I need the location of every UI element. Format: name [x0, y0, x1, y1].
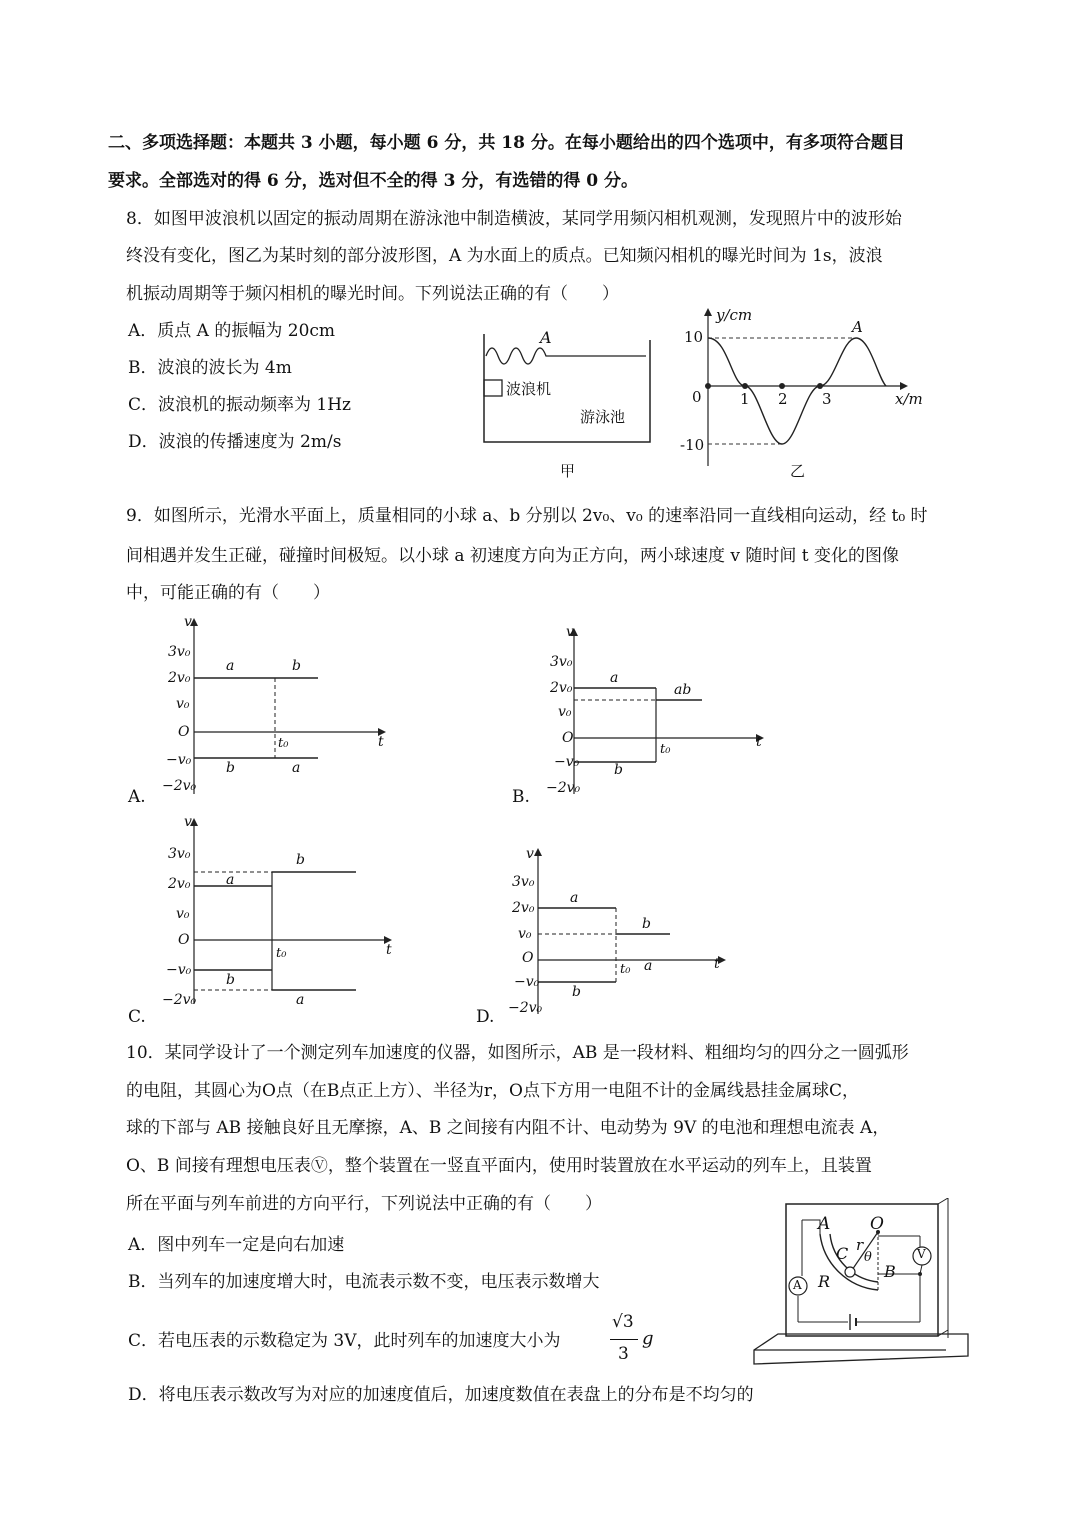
q9d-line-a-bottom: a	[644, 958, 653, 974]
q9d-tick-3v0: 3v₀	[512, 874, 535, 890]
q10-option-c-g: g	[642, 1328, 654, 1349]
q9a-t-label: t	[378, 734, 384, 750]
q9b-line-ab: ab	[674, 682, 692, 698]
q8-jia-point-a: A	[540, 328, 552, 347]
q10-stem-line1: 10．某同学设计了一个测定列车加速度的仪器，如图所示，AB 是一段材料、粗细均匀的四分之一圆弧形	[126, 1043, 909, 1063]
q9a-line-b-top: b	[292, 658, 301, 674]
q8-yi-ylabel: y/cm	[716, 306, 753, 324]
q9-graph-b	[540, 622, 770, 802]
q9a-tick-2v0: 2v₀	[168, 670, 191, 686]
q9d-tick-v0: v₀	[518, 926, 532, 942]
q9c-line-b-bottom: b	[226, 972, 235, 988]
q8-yi-tick-neg10: -10	[680, 436, 705, 454]
q9c-v-label: v	[184, 814, 192, 830]
q8-yi-caption: 乙	[790, 462, 806, 480]
q8-yi-tick-x1: 1	[740, 390, 750, 408]
q10-fig-voltmeter-label: V	[917, 1247, 926, 1261]
q8-option-d: D．波浪的传播速度为 2m/s	[128, 432, 342, 452]
q9a-tick-v0: v₀	[176, 696, 190, 712]
q9c-origin: O	[178, 932, 190, 948]
q10-option-c-numerator: √3	[612, 1312, 634, 1332]
q9d-line-a-top: a	[570, 890, 579, 906]
q9a-line-b-bottom: b	[226, 760, 235, 776]
q8-jia-caption: 甲	[560, 462, 576, 480]
q9c-tick-v0: v₀	[176, 906, 190, 922]
q8-yi-point-a: A	[852, 318, 863, 336]
q10-fig-ball-c: C	[836, 1244, 849, 1263]
q10-fig-point-b: B	[884, 1262, 896, 1281]
q10-stem-line4: O、B 间接有理想电压表Ⓥ，整个装置在一竖直平面内，使用时装置放在水平运动的列车上，且装置	[126, 1156, 872, 1176]
q9d-v-label: v	[526, 846, 534, 862]
q9-option-c-label: C.	[128, 1007, 146, 1027]
q9b-line-b: b	[614, 762, 623, 778]
q9-graph-c	[160, 812, 396, 1012]
q9b-tick-neg-2v0: −2v₀	[546, 780, 581, 796]
q9a-origin: O	[178, 724, 190, 740]
q9b-t-label: t	[756, 734, 762, 750]
q10-option-c-denominator: 3	[618, 1344, 629, 1364]
q8-yi-xlabel: x/m	[895, 390, 923, 408]
q9b-v-label: v	[566, 624, 574, 640]
q10-fig-ammeter-label: A	[793, 1278, 802, 1292]
q9d-t-label: t	[714, 956, 720, 972]
q9a-v-label: v	[184, 614, 192, 630]
q9a-t0: t₀	[278, 736, 289, 751]
q9b-tick-2v0: 2v₀	[550, 680, 573, 696]
q10-fig-radius-r: r	[856, 1236, 864, 1254]
q9c-line-a-bottom: a	[296, 992, 305, 1008]
q10-stem-line3: 球的下部与 AB 接触良好且无摩擦，A、B 之间接有内阻不计、电动势为 9V 的电池和理想电流表 A，	[126, 1118, 890, 1138]
q9d-origin: O	[522, 950, 534, 966]
q10-stem-line2: 的电阻，其圆心为O点（在B点正上方）、半径为r，O点下方用一电阻不计的金属线悬挂金属球C，	[126, 1081, 859, 1101]
q10-fig-theta: θ	[864, 1250, 872, 1265]
q9c-tick-neg-2v0: −2v₀	[162, 992, 197, 1008]
q8-yi-tick-x3: 3	[822, 390, 832, 408]
q9d-t0: t₀	[620, 962, 631, 977]
q9-stem-line1: 9．如图所示，光滑水平面上，质量相同的小球 a、b 分别以 2v₀、v₀ 的速率沿同一直线相向运动，经 t₀ 时	[126, 506, 928, 526]
q8-stem-line1: 8．如图甲波浪机以固定的振动周期在游泳池中制造横波，某同学用频闪相机观测，发现照片中的波形始	[126, 209, 902, 229]
q9c-line-a-top: a	[226, 872, 235, 888]
q9-graph-a	[160, 612, 390, 802]
q9a-tick-neg-v0: −v₀	[166, 752, 192, 768]
q10-option-a: A．图中列车一定是向右加速	[128, 1235, 345, 1255]
q9b-tick-neg-v0: −v₀	[554, 754, 580, 770]
q9d-tick-neg-v0: −v₀	[514, 974, 540, 990]
q8-figure-yi	[672, 306, 924, 482]
q9-option-b-label: B.	[512, 787, 530, 807]
q10-option-c: C．若电压表的示数稳定为 3V，此时列车的加速度大小为	[128, 1331, 561, 1351]
q9c-tick-neg-v0: −v₀	[166, 962, 192, 978]
q9d-line-b-top: b	[642, 916, 651, 932]
q9b-line-a: a	[610, 670, 619, 686]
q8-yi-tick-0: 0	[692, 388, 702, 406]
q9-option-d-label: D.	[476, 1007, 495, 1027]
q10-circuit-figure	[752, 1198, 974, 1366]
q9b-origin: O	[562, 730, 574, 746]
q10-option-d: D．将电压表示数改写为对应的加速度值后，加速度数值在表盘上的分布是不均匀的	[128, 1385, 754, 1405]
q8-option-b: B．波浪的波长为 4m	[128, 358, 292, 378]
section-header-line2: 要求。全部选对的得 6 分，选对但不全的得 3 分，有选错的得 0 分。	[108, 171, 638, 191]
q9-graph-d	[504, 842, 740, 1022]
q9c-line-b-top: b	[296, 852, 305, 868]
q9a-line-a-bottom: a	[292, 760, 301, 776]
q10-stem-line5: 所在平面与列车前进的方向平行，下列说法中正确的有（ ）	[126, 1194, 602, 1214]
q9-stem-line3: 中，可能正确的有（ ）	[126, 583, 330, 603]
q8-stem-line3: 机振动周期等于频闪相机的曝光时间。下列说法正确的有（ ）	[126, 284, 619, 304]
q8-option-c: C．波浪机的振动频率为 1Hz	[128, 395, 352, 415]
q9b-t0: t₀	[660, 742, 671, 757]
q8-yi-tick-10: 10	[684, 328, 704, 346]
q9-stem-line2: 间相遇并发生正碰，碰撞时间极短。以小球 a 初速度方向为正方向，两小球速度 v 随时间 t 变化的图像	[126, 546, 899, 566]
q9a-tick-3v0: 3v₀	[168, 644, 191, 660]
q9c-tick-2v0: 2v₀	[168, 876, 191, 892]
q9c-t-label: t	[386, 942, 392, 958]
q8-yi-tick-x2: 2	[778, 390, 788, 408]
q9-option-a-label: A.	[128, 787, 146, 807]
q10-fig-point-a: A	[818, 1214, 831, 1234]
q9b-tick-v0: v₀	[558, 704, 572, 720]
q10-fig-resistor-r: R	[818, 1272, 831, 1291]
q8-jia-machine-label: 波浪机	[506, 380, 552, 398]
q10-option-b: B．当列车的加速度增大时，电流表示数不变，电压表示数增大	[128, 1272, 600, 1292]
q9a-tick-neg-2v0: −2v₀	[162, 778, 197, 794]
q8-option-a: A．质点 A 的振幅为 20cm	[128, 321, 336, 341]
q9d-tick-neg-2v0: −2v₀	[508, 1000, 543, 1016]
section-header-line1: 二、多项选择题：本题共 3 小题，每小题 6 分，共 18 分。在每小题给出的四个选项中，有多项符合题目	[108, 133, 905, 153]
q9a-line-a-top: a	[226, 658, 235, 674]
q9d-tick-2v0: 2v₀	[512, 900, 535, 916]
q9c-tick-3v0: 3v₀	[168, 846, 191, 862]
q9b-tick-3v0: 3v₀	[550, 654, 573, 670]
q9c-t0: t₀	[276, 946, 287, 961]
q9d-line-b-bottom: b	[572, 984, 581, 1000]
q10-option-c-fraction-bar	[610, 1339, 638, 1340]
q10-fig-point-o: O	[870, 1214, 884, 1234]
q8-jia-pool-label: 游泳池	[580, 408, 626, 426]
q8-stem-line2: 终没有变化，图乙为某时刻的部分波形图，A 为水面上的质点。已知频闪相机的曝光时间为 1s，波浪	[126, 246, 883, 266]
